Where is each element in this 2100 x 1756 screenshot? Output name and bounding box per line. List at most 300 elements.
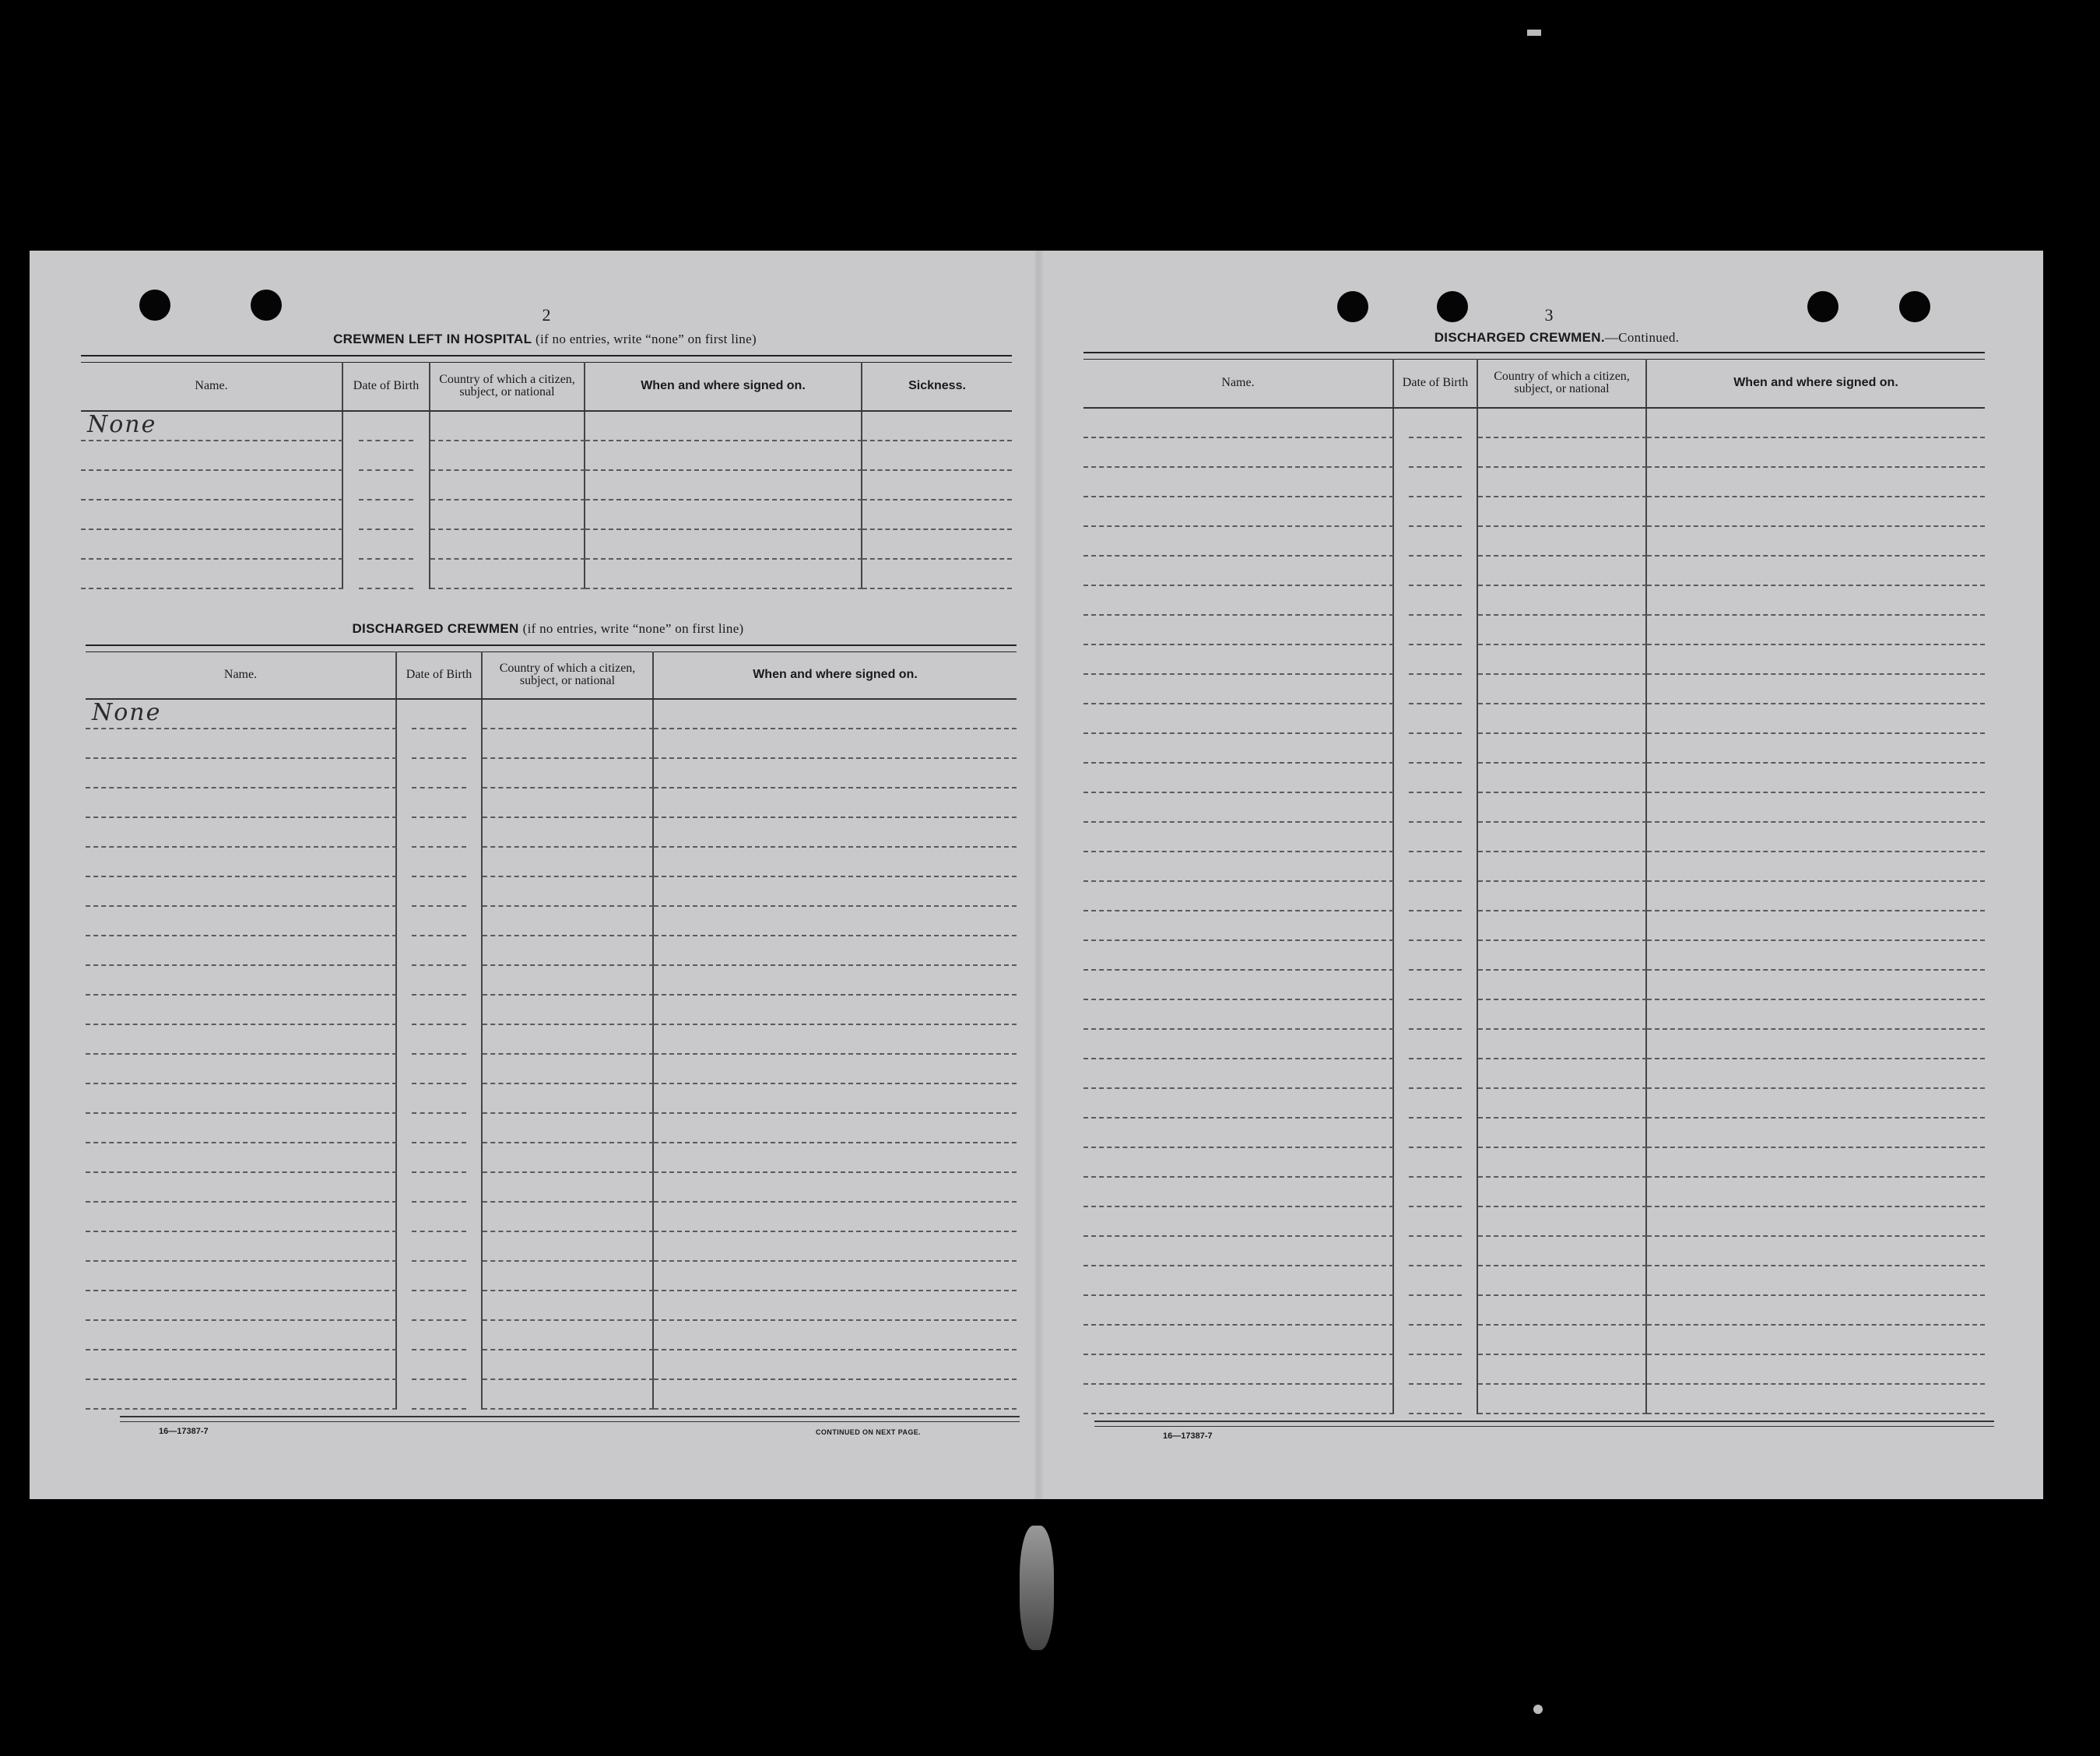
dob-cell[interactable] [343, 560, 430, 589]
signed-on-cell[interactable] [585, 530, 862, 560]
name-cell[interactable] [86, 848, 397, 877]
col-header-sickness: Sickness. [908, 379, 966, 392]
signed-on-cell[interactable] [1647, 852, 1985, 882]
name-cell[interactable] [1083, 911, 1394, 941]
name-cell[interactable] [1083, 1296, 1394, 1326]
name-cell[interactable] [86, 1055, 397, 1084]
country-cell[interactable] [483, 1055, 654, 1084]
table-row [86, 788, 1017, 818]
name-cell[interactable] [1083, 497, 1394, 527]
table-row [86, 818, 1017, 848]
country-cell[interactable] [1478, 1266, 1647, 1296]
signed-on-cell[interactable] [1647, 468, 1985, 497]
country-cell[interactable] [483, 1262, 654, 1291]
signed-on-cell[interactable] [585, 471, 862, 500]
country-cell[interactable] [1478, 616, 1647, 645]
signed-on-cell[interactable] [585, 412, 862, 441]
col-header-signed-on: When and where signed on. [1733, 376, 1898, 389]
signed-on-cell[interactable] [1647, 1119, 1985, 1148]
table-row [86, 1291, 1017, 1321]
name-cell[interactable] [1083, 1207, 1394, 1237]
signed-on-cell[interactable] [654, 759, 1017, 788]
signed-on-cell[interactable] [654, 1084, 1017, 1114]
dob-cell[interactable] [1394, 1237, 1478, 1266]
dob-cell[interactable] [1394, 1207, 1478, 1237]
discharged-continued-title [1090, 330, 2024, 346]
dob-cell[interactable] [397, 1084, 483, 1114]
name-cell[interactable] [86, 966, 397, 996]
name-cell[interactable] [1083, 438, 1394, 468]
dob-cell[interactable] [1394, 645, 1478, 675]
discharged-table-body [86, 700, 1017, 1410]
form-code: 16—17387-7 [1163, 1431, 1213, 1441]
dob-cell[interactable] [1394, 1148, 1478, 1178]
country-cell[interactable] [1478, 1296, 1647, 1326]
dob-cell[interactable] [397, 1350, 483, 1380]
dob-cell[interactable] [397, 877, 483, 907]
country-cell[interactable] [1478, 1089, 1647, 1119]
signed-on-cell[interactable] [585, 441, 862, 471]
punch-hole [251, 290, 282, 321]
country-cell[interactable] [1478, 497, 1647, 527]
name-cell[interactable] [86, 1291, 397, 1321]
name-cell[interactable] [86, 1321, 397, 1350]
country-cell[interactable] [483, 818, 654, 848]
dob-cell[interactable] [1394, 1000, 1478, 1030]
signed-on-cell[interactable] [1647, 911, 1985, 941]
col-header-country: Country of which a citizen, subject, or national [483, 651, 654, 698]
name-cell[interactable] [86, 1143, 397, 1173]
discharged-continued-header [1083, 359, 1985, 409]
country-cell[interactable] [483, 1232, 654, 1262]
signed-on-cell[interactable] [654, 1055, 1017, 1084]
signed-on-cell[interactable] [654, 818, 1017, 848]
country-cell[interactable] [483, 1143, 654, 1173]
country-cell[interactable] [483, 700, 654, 729]
dob-cell[interactable] [1394, 1059, 1478, 1089]
country-cell[interactable] [1478, 823, 1647, 852]
name-cell[interactable] [86, 1380, 397, 1410]
signed-on-cell[interactable] [1647, 438, 1985, 468]
name-cell[interactable] [1083, 704, 1394, 734]
signed-on-cell[interactable] [1647, 1326, 1985, 1355]
country-cell[interactable] [1478, 1148, 1647, 1178]
dob-cell[interactable] [1394, 793, 1478, 823]
dob-cell[interactable] [397, 907, 483, 936]
signed-on-cell[interactable] [1647, 1237, 1985, 1266]
discharged-title: DISCHARGED CREWMEN [352, 621, 519, 636]
name-cell[interactable] [1083, 675, 1394, 704]
country-cell[interactable] [1478, 1207, 1647, 1237]
country-cell[interactable] [1478, 1237, 1647, 1266]
signed-on-cell[interactable] [1647, 704, 1985, 734]
country-cell[interactable] [1478, 911, 1647, 941]
dob-cell[interactable] [1394, 1119, 1478, 1148]
dob-cell[interactable] [397, 966, 483, 996]
signed-on-cell[interactable] [654, 1291, 1017, 1321]
country-cell[interactable] [1478, 468, 1647, 497]
col-header-signed-on: When and where signed on. [585, 362, 862, 410]
country-cell[interactable] [1478, 409, 1647, 438]
signed-on-cell[interactable] [1647, 586, 1985, 616]
name-cell[interactable] [86, 936, 397, 966]
country-cell[interactable] [483, 759, 654, 788]
name-cell[interactable] [86, 1232, 397, 1262]
signed-on-cell[interactable] [654, 1232, 1017, 1262]
country-cell[interactable] [1478, 793, 1647, 823]
country-cell[interactable] [483, 1203, 654, 1232]
dob-cell[interactable] [397, 1232, 483, 1262]
dob-cell[interactable] [397, 936, 483, 966]
dob-cell[interactable] [1394, 882, 1478, 911]
country-cell[interactable] [483, 1321, 654, 1350]
country-cell[interactable] [1478, 438, 1647, 468]
country-cell[interactable] [483, 1350, 654, 1380]
table-row [1083, 1000, 1985, 1030]
country-cell[interactable] [1478, 675, 1647, 704]
country-cell[interactable] [483, 877, 654, 907]
dob-cell[interactable] [397, 700, 483, 729]
dob-cell[interactable] [397, 1025, 483, 1055]
name-cell[interactable] [86, 1025, 397, 1055]
dob-cell[interactable] [1394, 586, 1478, 616]
dob-cell[interactable] [1394, 1326, 1478, 1355]
signed-on-cell[interactable] [585, 500, 862, 530]
name-cell[interactable] [1083, 793, 1394, 823]
page-number: 3 [1544, 305, 1554, 325]
country-cell[interactable] [1478, 1119, 1647, 1148]
name-cell[interactable] [1083, 1089, 1394, 1119]
table-row [81, 500, 1012, 530]
discharged-table [86, 644, 1017, 1676]
name-cell[interactable] [86, 700, 397, 729]
country-cell[interactable] [483, 848, 654, 877]
dob-cell[interactable] [1394, 941, 1478, 971]
country-cell[interactable] [1478, 645, 1647, 675]
dob-cell[interactable] [343, 412, 430, 441]
table-row [1083, 586, 1985, 616]
signed-on-cell[interactable] [1647, 793, 1985, 823]
country-cell[interactable] [1478, 1385, 1647, 1414]
name-cell[interactable] [1083, 468, 1394, 497]
signed-on-cell[interactable] [1647, 409, 1985, 438]
dob-cell[interactable] [397, 1291, 483, 1321]
signed-on-cell[interactable] [1647, 1207, 1985, 1237]
name-cell[interactable] [1083, 882, 1394, 911]
signed-on-cell[interactable] [1647, 1296, 1985, 1326]
table-row [86, 700, 1017, 729]
name-cell[interactable] [86, 1173, 397, 1203]
country-cell[interactable] [1478, 971, 1647, 1000]
country-cell[interactable] [483, 936, 654, 966]
table-row [86, 1262, 1017, 1291]
name-cell[interactable] [1083, 616, 1394, 645]
name-cell[interactable] [86, 759, 397, 788]
country-cell[interactable] [483, 1114, 654, 1143]
signed-on-cell[interactable] [654, 996, 1017, 1025]
signed-on-cell[interactable] [654, 1025, 1017, 1055]
dob-cell[interactable] [1394, 1355, 1478, 1385]
name-cell[interactable] [1083, 557, 1394, 586]
country-cell[interactable] [1478, 527, 1647, 557]
name-cell[interactable] [86, 788, 397, 818]
dob-cell[interactable] [1394, 1178, 1478, 1207]
signed-on-cell[interactable] [585, 560, 862, 589]
country-cell[interactable] [1478, 734, 1647, 764]
dob-cell[interactable] [397, 1380, 483, 1410]
country-cell[interactable] [430, 471, 585, 500]
dob-cell[interactable] [343, 530, 430, 560]
name-cell[interactable] [1083, 1000, 1394, 1030]
signed-on-cell[interactable] [1647, 764, 1985, 793]
name-cell[interactable] [81, 530, 343, 560]
name-cell[interactable] [1083, 1237, 1394, 1266]
dob-cell[interactable] [1394, 1030, 1478, 1059]
name-cell[interactable] [86, 877, 397, 907]
name-cell[interactable] [1083, 1119, 1394, 1148]
country-cell[interactable] [1478, 1000, 1647, 1030]
dob-cell[interactable] [343, 471, 430, 500]
table-row [86, 936, 1017, 966]
signed-on-cell[interactable] [654, 1203, 1017, 1232]
dob-cell[interactable] [1394, 438, 1478, 468]
signed-on-cell[interactable] [654, 1380, 1017, 1410]
country-cell[interactable] [1478, 941, 1647, 971]
signed-on-cell[interactable] [1647, 1030, 1985, 1059]
dob-cell[interactable] [1394, 409, 1478, 438]
sickness-cell[interactable] [862, 471, 1012, 500]
col-header-dob: Date of Birth [343, 362, 430, 410]
name-cell[interactable] [1083, 1266, 1394, 1296]
country-cell[interactable] [483, 907, 654, 936]
name-cell[interactable] [1083, 527, 1394, 557]
name-cell[interactable] [1083, 1030, 1394, 1059]
dob-cell[interactable] [1394, 1089, 1478, 1119]
country-cell[interactable] [430, 500, 585, 530]
signed-on-cell[interactable] [1647, 1000, 1985, 1030]
dob-cell[interactable] [397, 1321, 483, 1350]
dob-cell[interactable] [1394, 497, 1478, 527]
dob-cell[interactable] [1394, 971, 1478, 1000]
signed-on-cell[interactable] [654, 877, 1017, 907]
signed-on-cell[interactable] [1647, 734, 1985, 764]
dob-cell[interactable] [1394, 823, 1478, 852]
signed-on-cell[interactable] [1647, 497, 1985, 527]
signed-on-cell[interactable] [654, 729, 1017, 759]
country-cell[interactable] [483, 729, 654, 759]
dob-cell[interactable] [397, 759, 483, 788]
signed-on-cell[interactable] [654, 936, 1017, 966]
dob-cell[interactable] [1394, 468, 1478, 497]
country-cell[interactable] [430, 560, 585, 589]
name-cell[interactable] [1083, 823, 1394, 852]
signed-on-cell[interactable] [1647, 1148, 1985, 1178]
signed-on-cell[interactable] [1647, 1355, 1985, 1385]
country-cell[interactable] [1478, 1326, 1647, 1355]
dob-cell[interactable] [343, 441, 430, 471]
signed-on-cell[interactable] [1647, 557, 1985, 586]
signed-on-cell[interactable] [1647, 1266, 1985, 1296]
signed-on-cell[interactable] [1647, 971, 1985, 1000]
name-cell[interactable] [81, 560, 343, 589]
signed-on-cell[interactable] [1647, 1385, 1985, 1414]
name-cell[interactable] [1083, 1059, 1394, 1089]
left-page [30, 251, 1034, 1499]
name-cell[interactable] [86, 818, 397, 848]
table-row [86, 1143, 1017, 1173]
name-cell[interactable] [1083, 1385, 1394, 1414]
table-row [86, 1380, 1017, 1410]
country-cell[interactable] [483, 996, 654, 1025]
sickness-cell[interactable] [862, 412, 1012, 441]
signed-on-cell[interactable] [654, 700, 1017, 729]
name-cell[interactable] [86, 1084, 397, 1114]
dob-cell[interactable] [1394, 616, 1478, 645]
country-cell[interactable] [1478, 882, 1647, 911]
signed-on-cell[interactable] [654, 1262, 1017, 1291]
country-cell[interactable] [1478, 1355, 1647, 1385]
dob-cell[interactable] [397, 848, 483, 877]
country-cell[interactable] [483, 1084, 654, 1114]
country-cell[interactable] [483, 966, 654, 996]
name-cell[interactable] [86, 907, 397, 936]
dob-cell[interactable] [1394, 557, 1478, 586]
country-cell[interactable] [1478, 1030, 1647, 1059]
country-cell[interactable] [430, 441, 585, 471]
dob-cell[interactable] [343, 500, 430, 530]
signed-on-cell[interactable] [654, 1350, 1017, 1380]
dob-cell[interactable] [1394, 1266, 1478, 1296]
country-cell[interactable] [1478, 1059, 1647, 1089]
page-number: 2 [542, 305, 551, 325]
signed-on-cell[interactable] [654, 1173, 1017, 1203]
signed-on-cell[interactable] [654, 907, 1017, 936]
col-header-dob: Date of Birth [1394, 359, 1478, 407]
dob-cell[interactable] [397, 818, 483, 848]
name-cell[interactable] [1083, 1355, 1394, 1385]
country-cell[interactable] [1478, 704, 1647, 734]
dob-cell[interactable] [1394, 527, 1478, 557]
signed-on-cell[interactable] [1647, 675, 1985, 704]
dob-cell[interactable] [397, 729, 483, 759]
name-cell[interactable] [1083, 852, 1394, 882]
signed-on-cell[interactable] [1647, 527, 1985, 557]
table-row [86, 996, 1017, 1025]
country-cell[interactable] [1478, 586, 1647, 616]
name-cell[interactable] [1083, 764, 1394, 793]
discharged-subtitle: (if no entries, write “none” on first line) [522, 621, 744, 636]
name-cell[interactable] [1083, 645, 1394, 675]
table-row [86, 729, 1017, 759]
name-cell[interactable] [86, 1114, 397, 1143]
sickness-cell[interactable] [862, 560, 1012, 589]
dob-cell[interactable] [397, 788, 483, 818]
sickness-cell[interactable] [862, 441, 1012, 471]
dob-cell[interactable] [397, 1143, 483, 1173]
name-cell[interactable] [81, 412, 343, 441]
dob-cell[interactable] [1394, 1296, 1478, 1326]
signed-on-cell[interactable] [1647, 1059, 1985, 1089]
punch-hole [1337, 291, 1368, 322]
col-header-country: Country of which a citizen, subject, or national [1478, 359, 1647, 407]
table-row [1083, 1148, 1985, 1178]
dob-cell[interactable] [1394, 734, 1478, 764]
country-cell[interactable] [483, 788, 654, 818]
dob-cell[interactable] [397, 1262, 483, 1291]
dob-cell[interactable] [1394, 1385, 1478, 1414]
name-cell[interactable] [81, 441, 343, 471]
name-cell[interactable] [86, 1262, 397, 1291]
dob-cell[interactable] [1394, 852, 1478, 882]
dob-cell[interactable] [397, 1203, 483, 1232]
name-cell[interactable] [81, 471, 343, 500]
name-cell[interactable] [86, 996, 397, 1025]
country-cell[interactable] [430, 412, 585, 441]
country-cell[interactable] [483, 1291, 654, 1321]
name-cell[interactable] [1083, 941, 1394, 971]
name-cell[interactable] [1083, 1148, 1394, 1178]
sickness-cell[interactable] [862, 500, 1012, 530]
signed-on-cell[interactable] [654, 788, 1017, 818]
name-cell[interactable] [1083, 734, 1394, 764]
signed-on-cell[interactable] [1647, 882, 1985, 911]
table-row [1083, 793, 1985, 823]
name-cell[interactable] [86, 1203, 397, 1232]
name-cell[interactable] [81, 500, 343, 530]
name-cell[interactable] [1083, 586, 1394, 616]
country-cell[interactable] [1478, 764, 1647, 793]
table-row [1083, 1355, 1985, 1385]
signed-on-cell[interactable] [1647, 941, 1985, 971]
signed-on-cell[interactable] [1647, 823, 1985, 852]
country-cell[interactable] [483, 1380, 654, 1410]
country-cell[interactable] [1478, 1178, 1647, 1207]
country-cell[interactable] [483, 1025, 654, 1055]
dob-cell[interactable] [1394, 704, 1478, 734]
name-cell[interactable] [1083, 409, 1394, 438]
dob-cell[interactable] [397, 1114, 483, 1143]
dob-cell[interactable] [1394, 675, 1478, 704]
name-cell[interactable] [1083, 1326, 1394, 1355]
dob-cell[interactable] [397, 996, 483, 1025]
dob-cell[interactable] [1394, 911, 1478, 941]
signed-on-cell[interactable] [1647, 645, 1985, 675]
signed-on-cell[interactable] [654, 1321, 1017, 1350]
name-cell[interactable] [86, 729, 397, 759]
dob-cell[interactable] [1394, 764, 1478, 793]
dob-cell[interactable] [397, 1055, 483, 1084]
country-cell[interactable] [1478, 557, 1647, 586]
signed-on-cell[interactable] [654, 848, 1017, 877]
table-row [81, 471, 1012, 500]
country-cell[interactable] [430, 530, 585, 560]
name-cell[interactable] [1083, 971, 1394, 1000]
country-cell[interactable] [1478, 852, 1647, 882]
signed-on-cell[interactable] [654, 1114, 1017, 1143]
sickness-cell[interactable] [862, 530, 1012, 560]
country-cell[interactable] [483, 1173, 654, 1203]
name-cell[interactable] [1083, 1178, 1394, 1207]
signed-on-cell[interactable] [1647, 1178, 1985, 1207]
signed-on-cell[interactable] [1647, 1089, 1985, 1119]
table-row [1083, 1326, 1985, 1355]
scan-debris [1527, 30, 1541, 36]
dob-cell[interactable] [397, 1173, 483, 1203]
signed-on-cell[interactable] [654, 1143, 1017, 1173]
signed-on-cell[interactable] [1647, 616, 1985, 645]
signed-on-cell[interactable] [654, 966, 1017, 996]
name-cell[interactable] [86, 1350, 397, 1380]
